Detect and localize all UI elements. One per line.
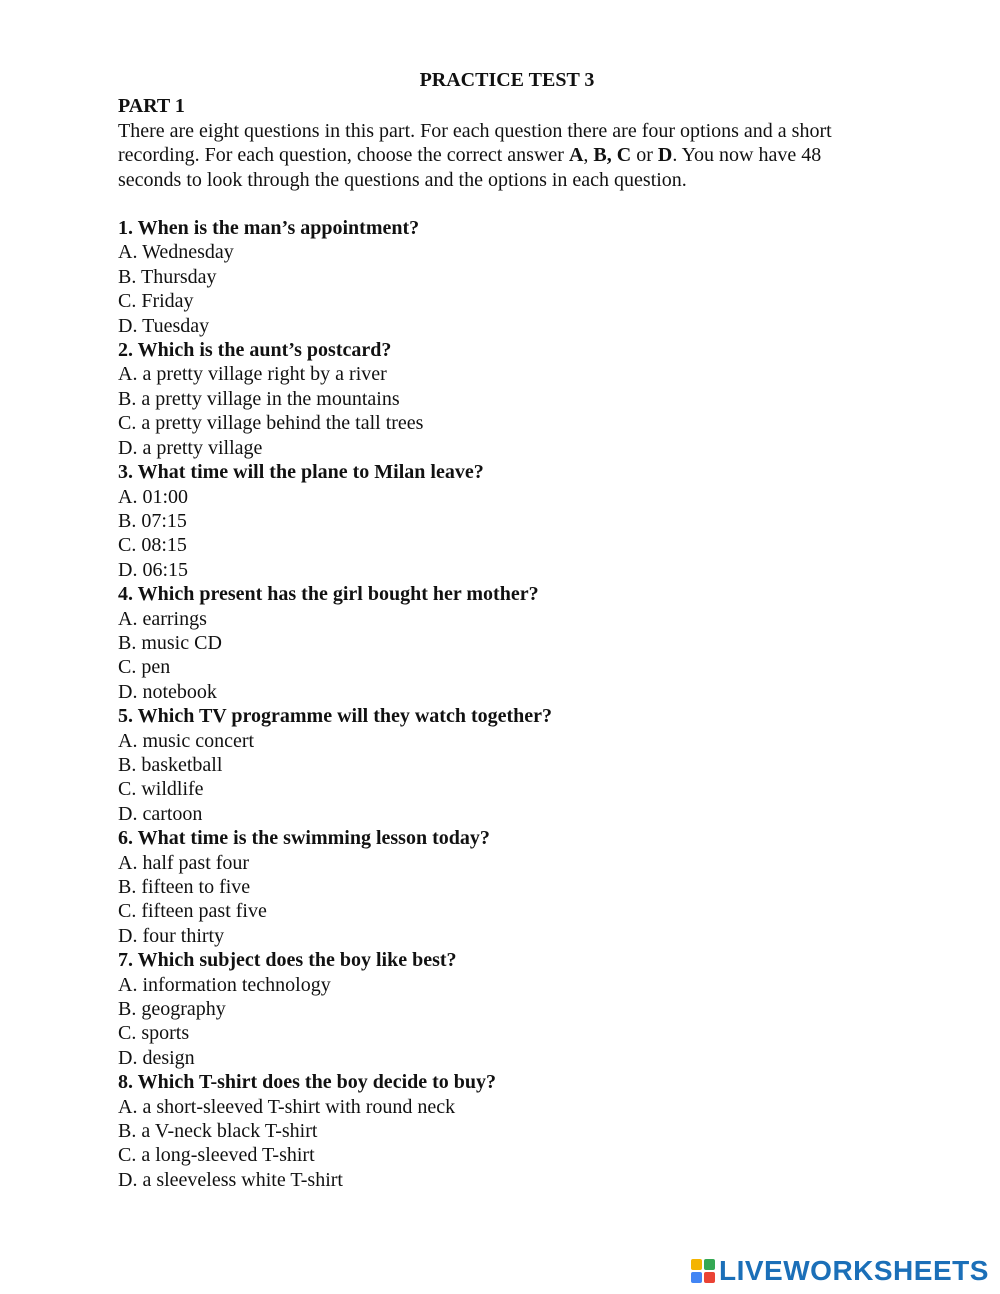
- instructions-letter-a: A: [568, 144, 584, 167]
- logo-tile: [704, 1259, 715, 1270]
- option-a[interactable]: A. a short-sleeved T-shirt with round neck: [118, 1095, 456, 1118]
- option-b[interactable]: B. geography: [118, 998, 226, 1021]
- liveworksheets-watermark: [691, 1256, 989, 1286]
- option-a[interactable]: A. a pretty village right by a river: [118, 363, 387, 386]
- instructions-letter-d: D: [657, 144, 673, 167]
- option-d[interactable]: D. a pretty village: [118, 436, 263, 459]
- part-heading: PART 1: [118, 95, 185, 118]
- question-5: [118, 704, 888, 826]
- option-a[interactable]: A. half past four: [118, 851, 250, 874]
- question-2: [118, 338, 888, 460]
- question-text: 1. When is the man’s appointment?: [118, 217, 420, 240]
- option-b[interactable]: B. Thursday: [118, 265, 217, 288]
- option-b[interactable]: B. music CD: [118, 631, 222, 654]
- option-c[interactable]: C. pen: [118, 656, 171, 679]
- question-text: 6. What time is the swimming lesson today?: [118, 827, 490, 850]
- option-a[interactable]: A. information technology: [118, 973, 331, 996]
- option-c[interactable]: C. wildlife: [118, 778, 204, 801]
- option-b[interactable]: B. 07:15: [118, 509, 187, 532]
- option-d[interactable]: D. Tuesday: [118, 314, 210, 337]
- option-a[interactable]: A. 01:00: [118, 485, 188, 508]
- option-c[interactable]: C. 08:15: [118, 534, 187, 557]
- option-a[interactable]: A. Wednesday: [118, 241, 234, 264]
- worksheet-page: [118, 68, 888, 1192]
- option-b[interactable]: B. a V-neck black T-shirt: [118, 1120, 318, 1143]
- liveworksheets-logo-icon: [691, 1259, 715, 1283]
- option-c[interactable]: C. a pretty village behind the tall trees: [118, 412, 424, 435]
- option-c[interactable]: C. fifteen past five: [118, 900, 267, 923]
- instructions-text-2: . You now have 48 seconds to look through the questions and the options in each question.: [118, 144, 822, 191]
- option-c[interactable]: C. Friday: [118, 290, 194, 313]
- question-text: 4. Which present has the girl bought her mother?: [118, 583, 539, 606]
- logo-tile: [704, 1272, 715, 1283]
- option-a[interactable]: A. earrings: [118, 607, 207, 630]
- option-d[interactable]: D. four thirty: [118, 924, 225, 947]
- instructions-text-1: There are eight questions in this part. For each question there are four options and a short recording. For each question, choose the correct answer: [118, 119, 832, 167]
- spacer: [118, 192, 888, 216]
- option-a[interactable]: A. music concert: [118, 729, 255, 752]
- instructions-letter-bc: B, C: [593, 144, 632, 167]
- page-title: PRACTICE TEST 3: [419, 69, 595, 91]
- option-d[interactable]: D. cartoon: [118, 802, 203, 825]
- logo-tile: [691, 1259, 702, 1270]
- option-b[interactable]: B. fifteen to five: [118, 876, 251, 898]
- watermark-text: LIVEWORKSHEETS: [719, 1255, 989, 1286]
- question-text: 5. Which TV programme will they watch together?: [118, 705, 553, 728]
- option-d[interactable]: D. 06:15: [118, 558, 188, 581]
- option-c[interactable]: C. sports: [118, 1022, 190, 1045]
- question-1: [118, 216, 888, 338]
- question-7: [118, 948, 888, 1070]
- option-d[interactable]: D. notebook: [118, 680, 217, 703]
- question-3: [118, 460, 888, 582]
- question-text: 2. Which is the aunt’s postcard?: [118, 339, 392, 362]
- option-b[interactable]: B. basketball: [118, 753, 223, 776]
- instructions-sep-1: ,: [583, 144, 594, 167]
- instructions-paragraph: [118, 119, 888, 192]
- logo-tile: [691, 1272, 702, 1283]
- instructions-sep-2: or: [631, 144, 658, 167]
- question-text: 8. Which T-shirt does the boy decide to buy?: [118, 1071, 497, 1094]
- question-text: 3. What time will the plane to Milan leave?: [118, 461, 484, 484]
- question-text: 7. Which subject does the boy like best?: [118, 949, 457, 972]
- option-c[interactable]: C. a long-sleeved T-shirt: [118, 1144, 315, 1167]
- question-6: [118, 826, 888, 948]
- option-d[interactable]: D. design: [118, 1046, 195, 1069]
- question-8: [118, 1070, 888, 1192]
- option-d[interactable]: D. a sleeveless white T-shirt: [118, 1168, 343, 1191]
- option-b[interactable]: B. a pretty village in the mountains: [118, 387, 400, 410]
- question-4: [118, 582, 888, 704]
